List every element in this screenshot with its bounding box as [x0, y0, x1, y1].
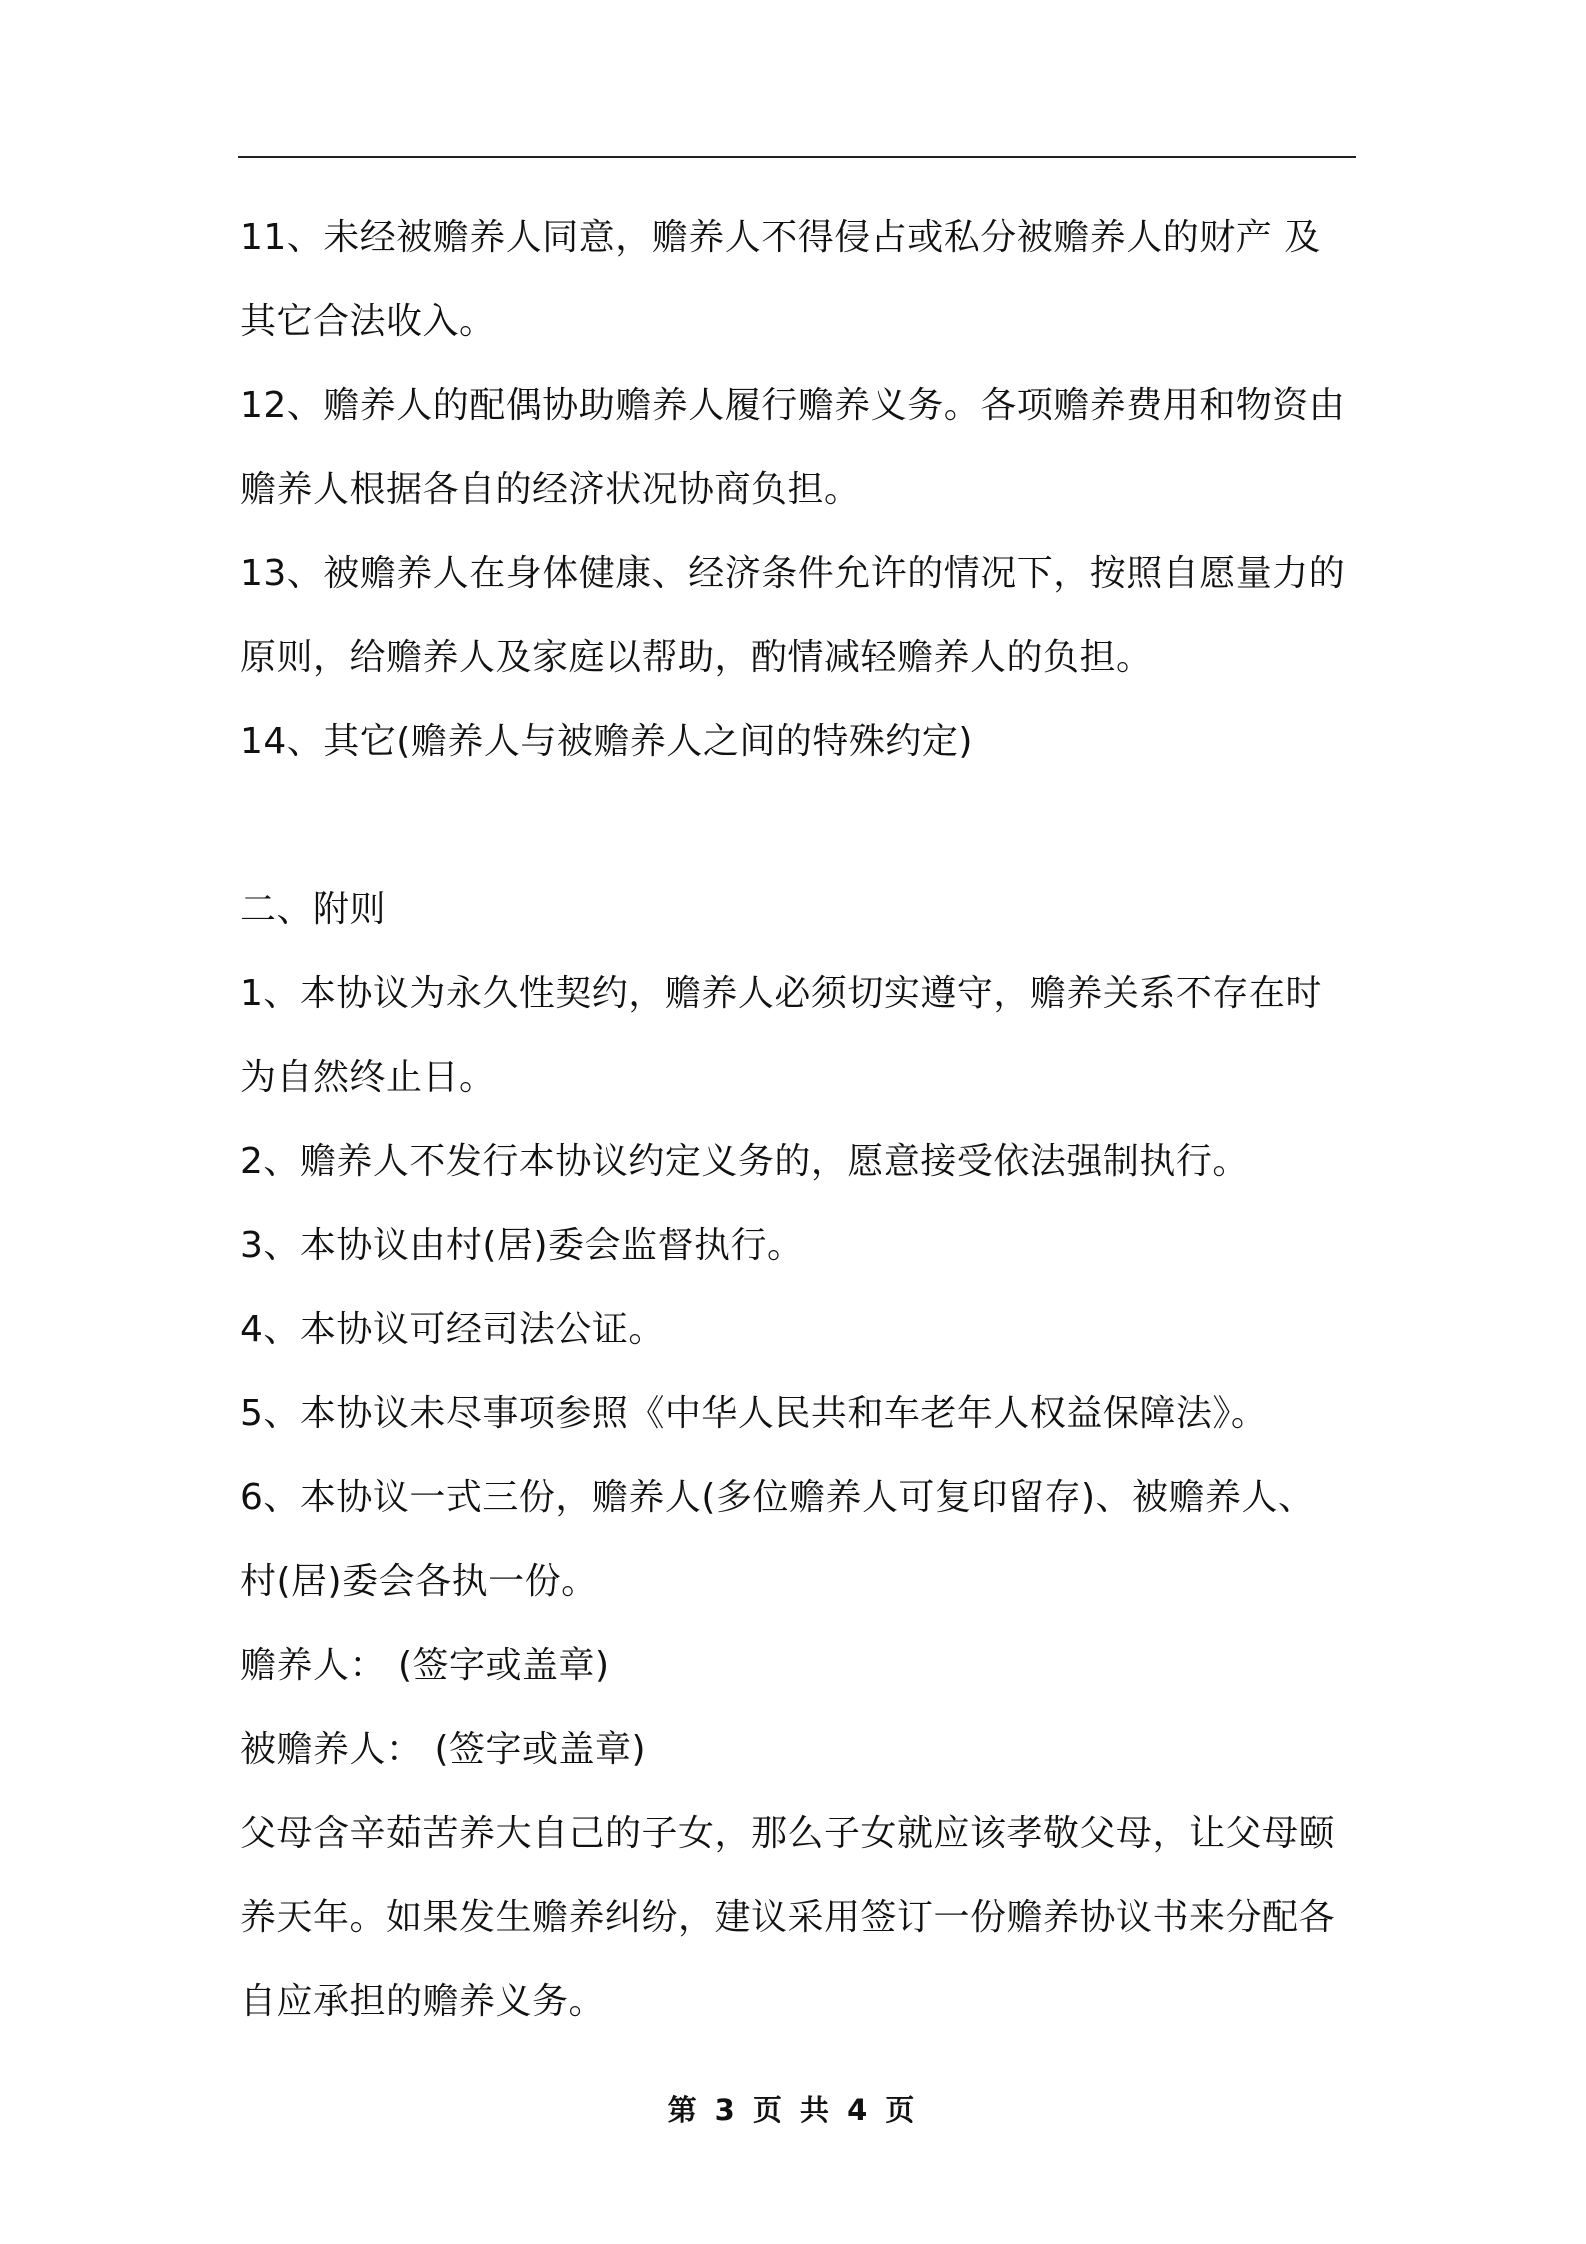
- page-number-footer: 第 3 页 共 4 页: [667, 2093, 919, 2127]
- blank-spacer: [240, 784, 1360, 868]
- closing-paragraph-line-1: 父母含辛茹苦养大自己的子女，那么子女就应该孝敬父母，让父母颐: [240, 1813, 1336, 1854]
- appendix-6-line-1: 6、本协议一式三份，赡养人(多位赡养人可复印留存)、被赡养人、: [240, 1477, 1315, 1518]
- clause-14: 14、其它(赡养人与被赡养人之间的特殊约定): [240, 721, 973, 762]
- page-body: [240, 196, 1360, 2044]
- appendix-1-line-1: 1、本协议为永久性契约，赡养人必须切实遵守，赡养关系不存在时: [240, 973, 1322, 1014]
- clause-12-line-1: 12、赡养人的配偶协助赡养人履行赡养义务。各项赡养费用和物资由: [240, 385, 1346, 426]
- clause-12-line-2: 赡养人根据各自的经济状况协商负担。: [240, 469, 861, 510]
- appendix-2: 2、赡养人不发行本协议约定义务的，愿意接受依法强制执行。: [240, 1141, 1249, 1182]
- clause-13-line-1: 13、被赡养人在身体健康、经济条件允许的情况下，按照自愿量力的: [240, 553, 1346, 594]
- clause-11-line-1: 11、未经被赡养人同意，赡养人不得侵占或私分被赡养人的财产 及: [240, 217, 1321, 258]
- header-rule: [238, 156, 1356, 158]
- appendix-6-line-2: 村(居)委会各执一份。: [240, 1561, 598, 1602]
- supporter-signature-line: 赡养人： (签字或盖章): [240, 1645, 610, 1686]
- appendix-5: 5、本协议未尽事项参照《中华人民共和车老年人权益保障法》。: [240, 1393, 1268, 1434]
- closing-paragraph-line-3: 自应承担的赡养义务。: [240, 1981, 606, 2022]
- closing-paragraph-line-2: 养天年。如果发生赡养纠纷，建议采用签订一份赡养协议书来分配各: [240, 1897, 1336, 1938]
- appendix-1-line-2: 为自然终止日。: [240, 1057, 496, 1098]
- section-heading-appendix: 二、附则: [240, 889, 387, 930]
- supported-signature-line: 被赡养人： (签字或盖章): [240, 1729, 647, 1770]
- clause-11-line-2: 其它合法收入。: [240, 301, 496, 342]
- clause-13-line-2: 原则，给赡养人及家庭以帮助，酌情减轻赡养人的负担。: [240, 637, 1153, 678]
- appendix-4: 4、本协议可经司法公证。: [240, 1309, 665, 1350]
- appendix-3: 3、本协议由村(居)委会监督执行。: [240, 1225, 804, 1266]
